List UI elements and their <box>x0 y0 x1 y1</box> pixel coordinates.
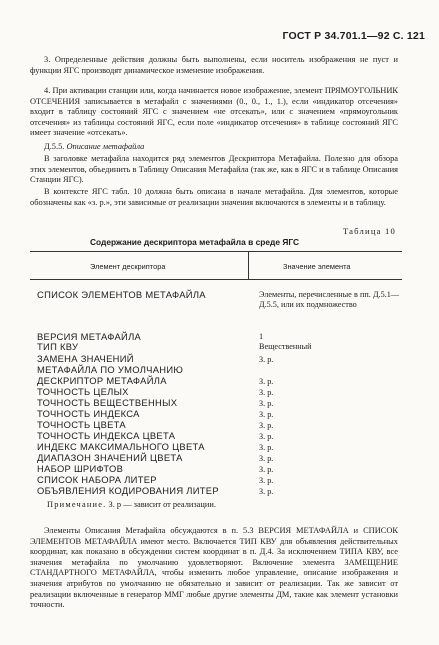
table-row-name: ЗАМЕНА ЗНАЧЕНИЙ <box>37 353 134 364</box>
table-row-name: ТОЧНОСТЬ ЦВЕТА <box>37 419 126 430</box>
table-caption: Содержание дескриптора метафайла в среде ЯГС <box>90 237 300 247</box>
section-number: Д.5.5. <box>44 142 65 151</box>
table-row-value: З. р. <box>259 454 274 463</box>
table-column-divider <box>248 251 249 279</box>
table-row-value: З. р. <box>259 443 274 452</box>
table-note <box>47 500 216 509</box>
table-row-name: ТИП КВУ <box>37 341 79 352</box>
table-header-rule <box>30 279 402 280</box>
paragraph-header-desc: В заголовке метафайла находится ряд элементов Дескриптора Метафайла. Полезно для обзора этих элементов, объединить в Таблицу Описания Метафайла (так же, как в ЯГС и в таблице Описания Станции ЯГС). <box>30 154 398 185</box>
table-row-name: ДИАПАЗОН ЗНАЧЕНИЙ ЦВЕТА <box>37 452 183 463</box>
paragraph-3: 3. Определенные действия должны быть выполнены, если носитель изображения не пуст и функции ЯГС производят динамическое изменение изображения. <box>30 55 398 75</box>
table-row-value: З. р. <box>259 355 274 364</box>
table-row-name: ВЕРСИЯ МЕТАФАЙЛА <box>37 331 142 342</box>
table-row-name: ИНДЕКС МАКСИМАЛЬНОГО ЦВЕТА <box>37 441 205 452</box>
table-label: Таблица 10 <box>342 226 396 236</box>
table-row-name: СПИСОК ЭЛЕМЕНТОВ МЕТАФАЙЛА <box>37 289 206 300</box>
paragraph-context: В контексте ЯГС табл. 10 должна быть описана в начале метафайла. Для элементов, которые обозначены как «з. р.», эти зависимые от реализации значения включаются в элементы и в таблицу. <box>30 187 398 207</box>
table-row-name: ОБЪЯВЛЕНИЯ КОДИРОВАНИЯ ЛИТЕР <box>37 485 219 496</box>
table-row-value: Элементы, перечисленные в пп. Д.5.1—Д.5.5, или их подмножество <box>259 290 399 310</box>
table-row-name: ТОЧНОСТЬ ВЕЩЕСТВЕННЫХ <box>37 397 178 408</box>
table-row-name: МЕТАФАЙЛА ПО УМОЛЧАНИЮ <box>37 364 184 375</box>
table-row-value: З. р. <box>259 432 274 441</box>
table-row-value: З. р. <box>259 388 274 397</box>
table-row-name: ДЕСКРИПТОР МЕТАФАЙЛА <box>37 375 167 386</box>
table-row-value: З. р. <box>259 421 274 430</box>
table-row-name: НАБОР ШРИФТОВ <box>37 463 124 474</box>
table-row-value: Вещественный <box>259 342 312 351</box>
table-row-value: З. р. <box>259 465 274 474</box>
table-row-name: ТОЧНОСТЬ ЦЕЛЫХ <box>37 386 129 397</box>
note-text: З. р — зависит от реализации. <box>108 500 216 509</box>
table-row-name: СПИСОК НАБОРА ЛИТЕР <box>37 474 157 485</box>
table-row-value: 1 <box>259 332 264 341</box>
table-col2-header: Значение элемента <box>283 262 351 271</box>
table-row-value: З. р. <box>259 410 274 419</box>
paragraph-4: 4. При активации станции или, когда начинается новое изображение, элемент ПРЯМОУГОЛЬНИК ОТСЕЧЕНИЯ записывается в метафайл с значениями (0., 0., 1., 1.), если «индикатор отсечения» входит в таблицу состояний ЯГС с значением «не отсекать», или с значением «прямоугольник отсечения» из таблицы состояний ЯГС, если поле «индикатор отсечения» в таблице состояний ЯГС имеет значение «отсекать». <box>30 86 398 138</box>
table-row-name: ТОЧНОСТЬ ИНДЕКСА ЦВЕТА <box>37 430 176 441</box>
table-row-value: З. р. <box>259 377 274 386</box>
table-row-name: ТОЧНОСТЬ ИНДЕКСА <box>37 408 140 419</box>
table-row-value: З. р. <box>259 476 274 485</box>
table-top-rule <box>30 251 402 252</box>
table-col1-header: Элемент дескриптора <box>90 262 166 271</box>
section-heading <box>44 142 144 151</box>
section-title: Описание метафайла <box>66 142 145 151</box>
table-row-value: З. р. <box>259 487 274 496</box>
table-row-value: З. р. <box>259 399 274 408</box>
note-label: Примечание. <box>47 500 107 509</box>
paragraph-elements: Элементы Описания Метафайла обсуждаются в п. 5.3 ВЕРСИЯ МЕТАФАЙЛА и СПИСОК ЭЛЕМЕНТОВ МЕТАФАЙЛА имеют место. Включается ТИП КВУ для объявления действительных координат, как показано в обсуждении систем координат в п. Д.4. За исключением ТИПА КВУ, все значения метафайла по умолчанию удовлетворяют. Включение элемента ЗАМЕЩЕНИЕ СТАНДАРТНОГО МЕТАФАЙЛА, чтобы изменить любое управление, описание изображения и значения атрибутов по умолчанию не обязательно и зависит от реализации. Так же зависит от реализации включенные в генератор ММГ любые другие элементы ДМ, такие как элемент установки точности. <box>30 526 398 610</box>
page-header: ГОСТ Р 34.701.1—92 С. 121 <box>282 30 425 42</box>
